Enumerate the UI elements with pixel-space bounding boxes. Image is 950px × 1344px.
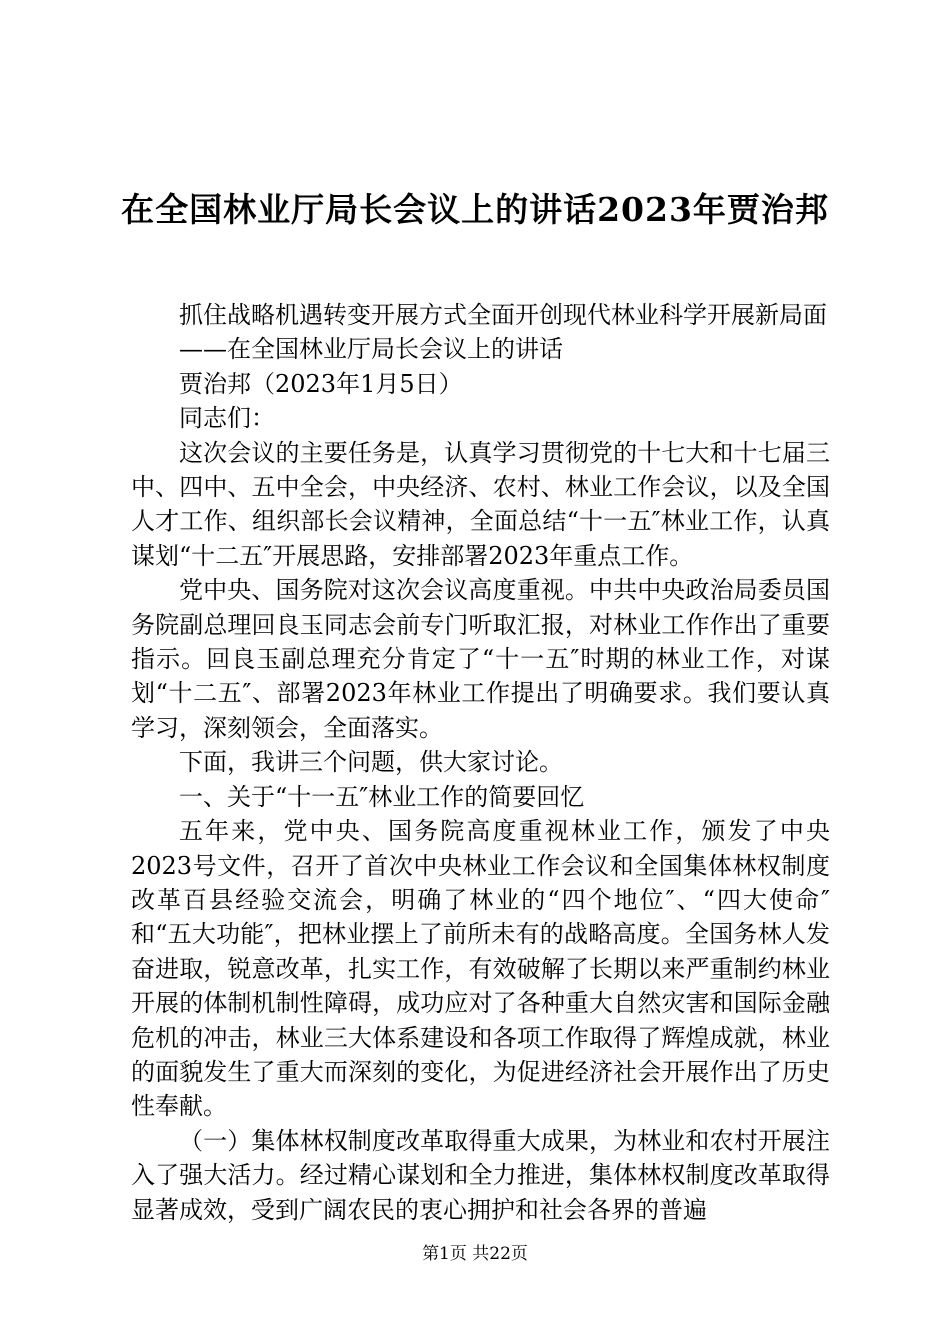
document-body (131, 298, 830, 1227)
body-paragraph: 五年来，党中央、国务院高度重视林业工作，颁发了中央2023号文件，召开了首次中央林业工作会议和全国集体林权制度改革百县经验交流会，明确了林业的“四个地位″、“四大使命″和“五大功能″，把林业摆上了前所未有的战略高度。全国务林人发奋进取，锐意改革，扎实工作，有效破解了长期以来严重制约林业开展的体制机制性障碍，成功应对了各种重大自然灾害和国际金融危机的冲击，林业三大体系建设和各项工作取得了辉煌成就，林业的面貌发生了重大而深刻的变化，为促进经济社会开展作出了历史性奉献。 (131, 817, 830, 1121)
body-paragraph: 下面，我讲三个问题，供大家讨论。 (179, 748, 563, 777)
body-paragraph: （一）集体林权制度改革取得重大成果，为林业和农村开展注入了强大活力。经过精心谋划和全力推进，集体林权制度改革取得显著成效，受到广阔农民的衷心拥护和社会各界的普遍 (131, 1126, 830, 1224)
document-title: 在全国林业厅局长会议上的讲话2023年贾治邦 (121, 190, 829, 229)
body-paragraph: 这次会议的主要任务是，认真学习贯彻党的十七大和十七届三中、四中、五中全会，中央经济、农村、林业工作会议，以及全国人才工作、组织部长会议精神，全面总结“十一五″林业工作，认真谋划“十二五″开展思路，安排部署2023年重点工作。 (131, 438, 830, 570)
body-paragraph: 党中央、国务院对这次会议高度重视。中共中央政治局委员国务院副总理回良玉同志会前专门听取汇报，对林业工作作出了重要指示。回良玉副总理充分肯定了“十一五″时期的林业工作，对谋划“十二五″、部署2023年林业工作提出了明确要求。我们要认真学习，深刻领会，全面落实。 (131, 576, 830, 742)
speech-headline: 抓住战略机遇转变开展方式全面开创现代林业科学开展新局面 (179, 301, 827, 329)
speaker-and-date: 贾治邦（2023年1月5日） (179, 369, 463, 398)
page-footer: 第1页 共22页 (422, 1244, 528, 1264)
section-heading: 一、关于“十一五″林业工作的简要回忆 (179, 782, 585, 811)
speech-subtitle: ——在全国林业厅局长会议上的讲话 (179, 335, 563, 364)
salutation: 同志们： (179, 404, 275, 433)
